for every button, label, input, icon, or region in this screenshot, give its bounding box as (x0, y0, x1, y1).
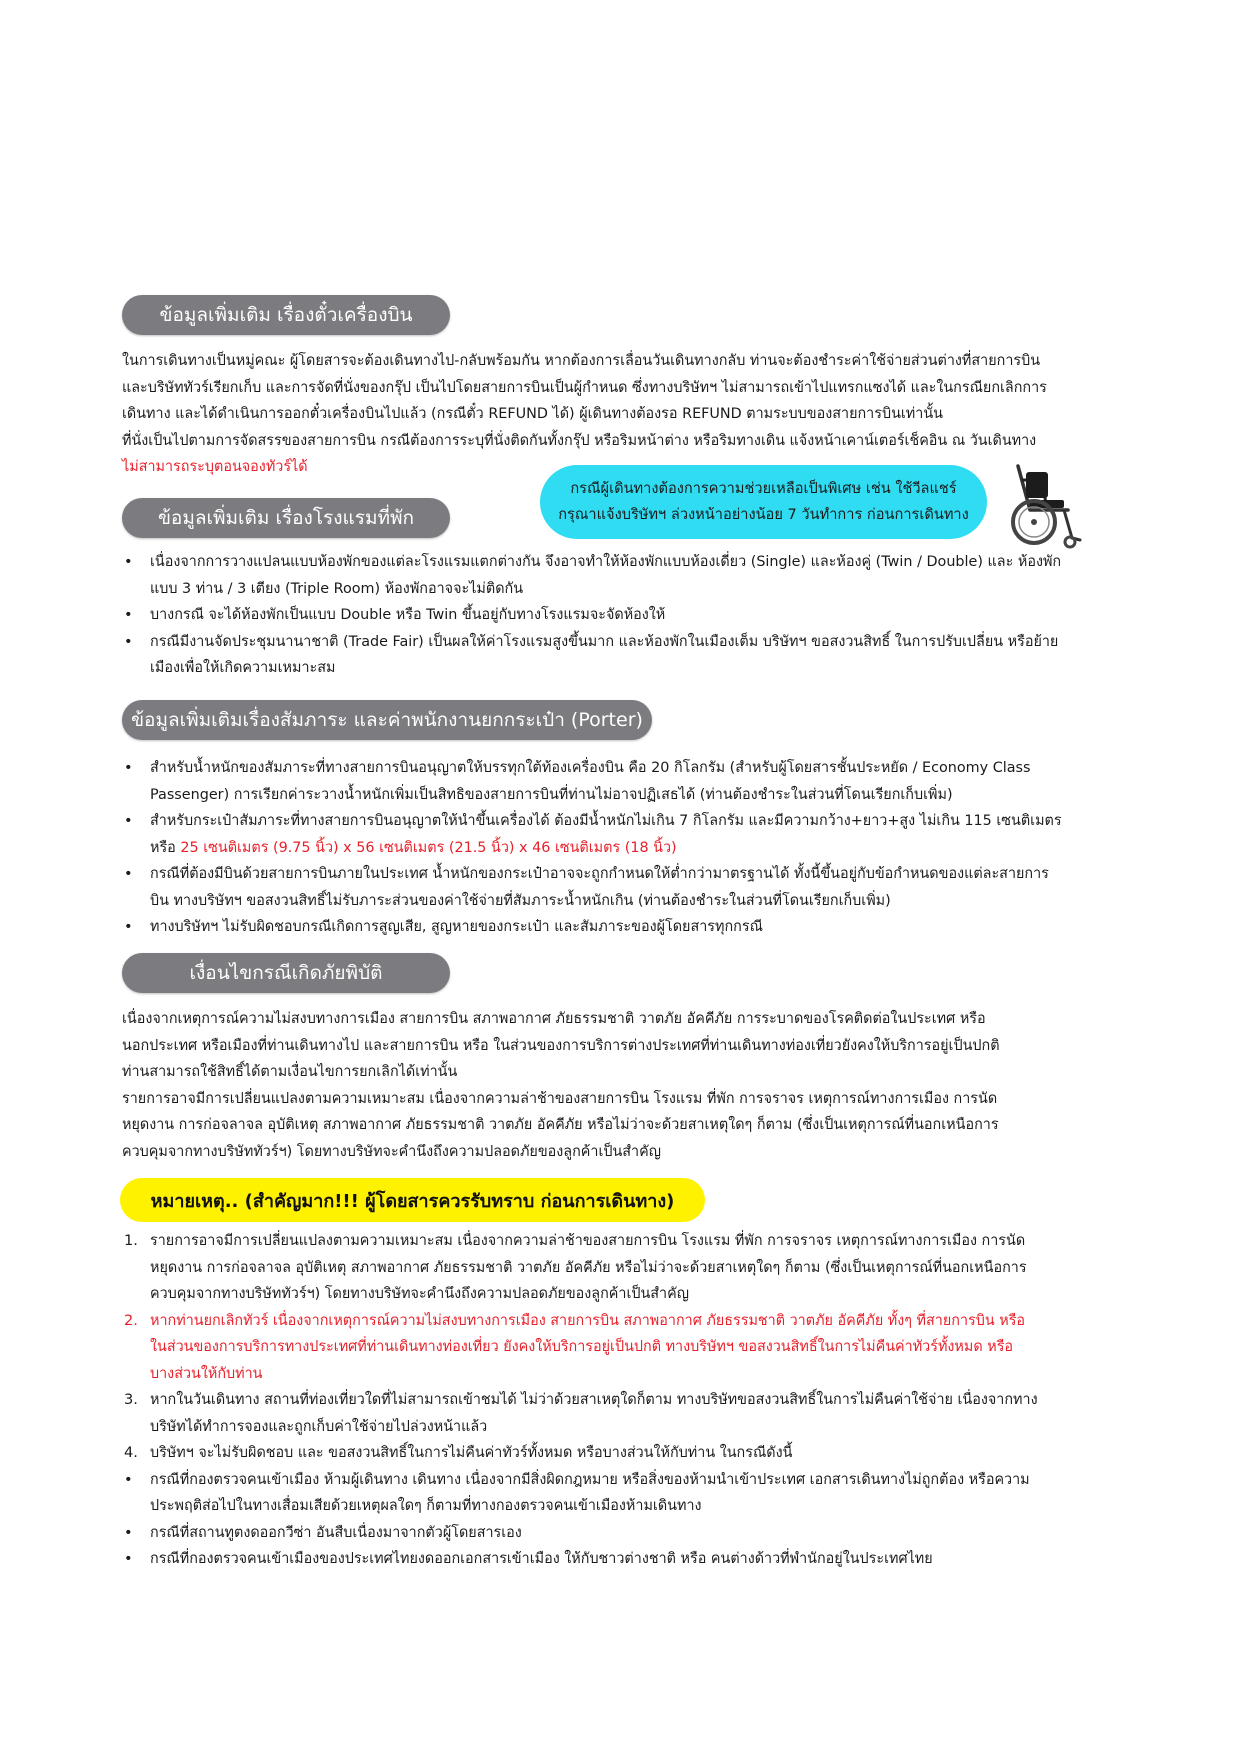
list-item: • บางกรณี จะได้ห้องพักเป็นแบบ Double หรือ Twin ขึ้นอยู่กับทางโรงแรมจะจัดห้องให้ (124, 606, 666, 623)
callout-line: กรุณาแจ้งบริษัทฯ ล่วงหน้าอย่างน้อย 7 วันทำการ ก่อนการเดินทาง (558, 506, 969, 523)
wheelchair-icon (996, 458, 1086, 550)
flight-line: เดินทาง และได้ดำเนินการออกตั๋วเครื่องบินไปแล้ว (กรณีตั๋ว REFUND ได้) ผู้เดินทางต้องรอ REFUND ตามระบบของสายการบินเท่านั้น (122, 405, 943, 422)
special-assistance-callout (540, 465, 987, 539)
list-item: • กรณีมีงานจัดประชุมนานาชาติ (Trade Fair) เป็นผลให้ค่าโรงแรมสูงขึ้นมาก และห้องพักในเมืองเต็ม บริษัทฯ ขอสงวนสิทธิ์ ในการปรับเปลี่ยน หรือย้าย เมืองเพื่อให้เกิดความเหมาะสม (124, 632, 1059, 676)
list-item: • ทางบริษัทฯ ไม่รับผิดชอบกรณีเกิดการสูญเสีย, สูญหายของกระเป๋า และสัมภาระของผู้โดยสารทุกกรณี (124, 918, 763, 935)
flight-line: ที่นั่งเป็นไปตามการจัดสรรของสายการบิน กรณีต้องการระบุที่นั่งติดกันทั้งกรุ๊ป หรือริมหน้าต่าง หรือริมทางเดิน แจ้งหน้าเคาน์เตอร์เช็คอิน ณ วันเดินทาง (122, 431, 1037, 449)
remarks-heading: หมายเหตุ.. (สำคัญมาก!!! ผู้โดยสารควรรับทราบ ก่อนการเดินทาง) (120, 1178, 705, 1222)
remarks-list (122, 1228, 1122, 1573)
list-item: 1. รายการอาจมีการเปลี่ยนแปลงตามความเหมาะสม เนื่องจากความล่าช้าของสายการบิน โรงแรม ที่พัก การจราจร เหตุการณ์ทางการเมือง การนัด หยุดงาน การก่อจลาจล อุบัติเหตุ สภาพอากาศ ภัยธรรมชาติ วาตภัย อัคคีภัย หรือไม่ว่าจะด้วยสาเหตุใดๆ ก็ตาม (ซึ่งเป็นเหตุการณ์ที่นอกเหนือการ ควบคุมจากทางบริษัททัวร์ฯ) โดยทางบริษัทจะคำนึงถึงความปลอดภัยของลูกค้าเป็นสำคัญ (124, 1232, 1027, 1302)
flight-info-text (122, 348, 1122, 481)
hotel-bullet-list (122, 549, 1122, 682)
list-item: • กรณีที่กองตรวจคนเข้าเมืองของประเทศไทยงดออกเอกสารเข้าเมือง ให้กับชาวต่างชาติ หรือ คนต่างด้าวที่พำนักอยู่ในประเทศไทย (124, 1550, 933, 1567)
list-item: • กรณีที่กองตรวจคนเข้าเมือง ห้ามผู้เดินทาง เดินทาง เนื่องจากมีสิ่งผิดกฎหมาย หรือสิ่งของห้ามนำเข้าประเทศ เอกสารเดินทางไม่ถูกต้อง หรือความ ประพฤติส่อไปในทางเสื่อมเสียด้วยเหตุผลใดๆ ก็ตามที่ทางกองตรวจคนเข้าเมืองห้ามเดินทาง (124, 1470, 1030, 1514)
callout-line: กรณีผู้เดินทางต้องการความช่วยเหลือเป็นพิเศษ เช่น ใช้วีลแชร์ (570, 480, 957, 497)
disaster-heading: เงื่อนไขกรณีเกิดภัยพิบัติ (122, 953, 450, 993)
disaster-text: เนื่องจากเหตุการณ์ความไม่สงบทางการเมือง สายการบิน สภาพอากาศ ภัยธรรมชาติ วาตภัย อัคคีภัย การระบาดของโรคติดต่อในประเทศ หรือ นอกประเทศ หรือเมืองที่ท่านเดินทางไป และสายการบิน หรือ ในส่วนของการบริการต่างประเทศที่ท่านเดินทางท่องเที่ยวยังคงให้บริการอยู่เป็นปกติ ท่านสามารถใช้สิทธิ์ได้ตามเงื่อนไขการยกเลิกได้เท่านั้น รายการอาจมีการเปลี่ยนแปลงตามความเหมาะสม เนื่องจากความล่าช้าของสายการบิน โรงแรม ที่พัก การจราจร เหตุการณ์ทางการเมือง การนัด หยุดงาน การก่อจลาจล อุบัติเหตุ สภาพอากาศ ภัยธรรมชาติ วาตภัย อัคคีภัย หรือไม่ว่าจะด้วยสาเหตุใดๆ ก็ตาม (ซึ่งเป็นเหตุการณ์ที่นอกเหนือการ ควบคุมจากทางบริษัททัวร์ฯ) โดยทางบริษัทจะคำนึงถึงความปลอดภัยของลูกค้าเป็นสำคัญ (122, 1010, 1000, 1160)
flight-note-red: ไม่สามารถระบุตอนจองทัวร์ได้ (122, 458, 308, 475)
list-item: • กรณีที่ต้องมีบินด้วยสายการบินภายในประเทศ น้ำหนักของกระเป๋าอาจจะถูกกำหนดให้ต่ำกว่ามาตรฐานได้ ทั้งนี้ขึ้นอยู่กับข้อกำหนดของแต่ละสายการ บิน ทางบริษัทฯ ขอสงวนสิทธิ์ไม่รับภาระส่วนของค่าใช้จ่ายที่สัมภาระน้ำหนักเกิน (ท่านต้องชำระในส่วนที่โดนเรียกเก็บเพิ่ม) (124, 865, 1049, 909)
list-item: • เนื่องจากการวางแปลนแบบห้องพักของแต่ละโรงแรมแตกต่างกัน จึงอาจทำให้ห้องพักแบบห้องเดี่ยว (Single) และห้องคู่ (Twin / Double) และ ห้องพัก แบบ 3 ท่าน / 3 เตียง (Triple Room) ห้องพักอาจจะไม่ติดกัน (124, 553, 1062, 597)
baggage-info-heading: ข้อมูลเพิ่มเติมเรื่องสัมภาระ และค่าพนักงานยกกระเป๋า (Porter) (122, 700, 652, 740)
list-item: 2. หากท่านยกเลิกทัวร์ เนื่องจากเหตุการณ์ความไม่สงบทางการเมือง สายการบิน สภาพอากาศ ภัยธรรมชาติ วาตภัย อัคคีภัย ทั้งๆ ที่สายการบิน หรือ ในส่วนของการบริการทางประเทศที่ท่านเดินทางท่องเที่ยว ยังคงให้บริการอยู่เป็นปกติ ทางบริษัทฯ ขอสงวนสิทธิ์ในการไม่คืนค่าทัวร์ทั้งหมด หรือ บางส่วนให้กับท่าน (124, 1311, 1026, 1382)
list-item: 4. บริษัทฯ จะไม่รับผิดชอบ และ ขอสงวนสิทธิ์ในการไม่คืนค่าทัวร์ทั้งหมด หรือบางส่วนให้กับท่าน ในกรณีดังนี้ (124, 1444, 793, 1461)
flight-info-heading: ข้อมูลเพิ่มเติม เรื่องตั๋วเครื่องบิน (122, 295, 450, 335)
carry-on-dimensions: 25 เซนติเมตร (9.75 นิ้ว) x 56 เซนติเมตร (21.5 นิ้ว) x 46 เซนติเมตร (18 นิ้ว) (180, 838, 677, 856)
list-item: • กรณีที่สถานทูตงดออกวีซ่า อันสืบเนื่องมาจากตัวผู้โดยสารเอง (124, 1523, 522, 1541)
baggage-bullet-list (122, 755, 1122, 941)
flight-line: ในการเดินทางเป็นหมู่คณะ ผู้โดยสารจะต้องเดินทางไป-กลับพร้อมกัน หากต้องการเลื่อนวันเดินทางกลับ ท่านจะต้องชำระค่าใช้จ่ายส่วนต่างที่สายการบิน (122, 352, 1041, 369)
flight-line: และบริษัททัวร์เรียกเก็บ และการจัดที่นั่งของกรุ๊ป เป็นไปโดยสายการบินเป็นผู้กำหนด ซึ่งทางบริษัทฯ ไม่สามารถเข้าไปแทรกแซงได้ และในกรณียกเลิกการ (122, 378, 1047, 396)
list-item: 3. หากในวันเดินทาง สถานที่ท่องเที่ยวใดที่ไม่สามารถเข้าชมได้ ไม่ว่าด้วยสาเหตุใดก็ตาม ทางบริษัทขอสงวนสิทธิ์ในการไม่คืนค่าใช้จ่าย เนื่องจากทาง บริษัทได้ทำการจองและถูกเก็บค่าใช้จ่ายไปล่วงหน้าแล้ว (124, 1391, 1038, 1435)
list-item: • สำหรับกระเป๋าสัมภาระที่ทางสายการบินอนุญาตให้นำขึ้นเครื่องได้ ต้องมีน้ำหนักไม่เกิน 7 กิโลกรัม และมีความกว้าง+ยาว+สูง ไม่เกิน 115 เซนติเมตร หรือ 25 เซนติเมตร (9.75 นิ้ว) x 56 เซนติเมตร (21.5 นิ้ว) x 46 เซนติเมตร (18 นิ้ว) (124, 812, 1062, 856)
hotel-info-heading: ข้อมูลเพิ่มเติม เรื่องโรงแรมที่พัก (122, 498, 450, 538)
list-item: • สำหรับน้ำหนักของสัมภาระที่ทางสายการบินอนุญาตให้บรรทุกใต้ท้องเครื่องบิน คือ 20 กิโลกรัม (สำหรับผู้โดยสารชั้นประหยัด / Economy Class Passenger) การเรียกค่าระวางน้ำหนักเพิ่มเป็นสิทธิของสายการบินที่ท่านไม่อาจปฏิเสธได้ (ท่านต้องชำระในส่วนที่โดนเรียกเก็บเพิ่ม) (124, 759, 1031, 803)
